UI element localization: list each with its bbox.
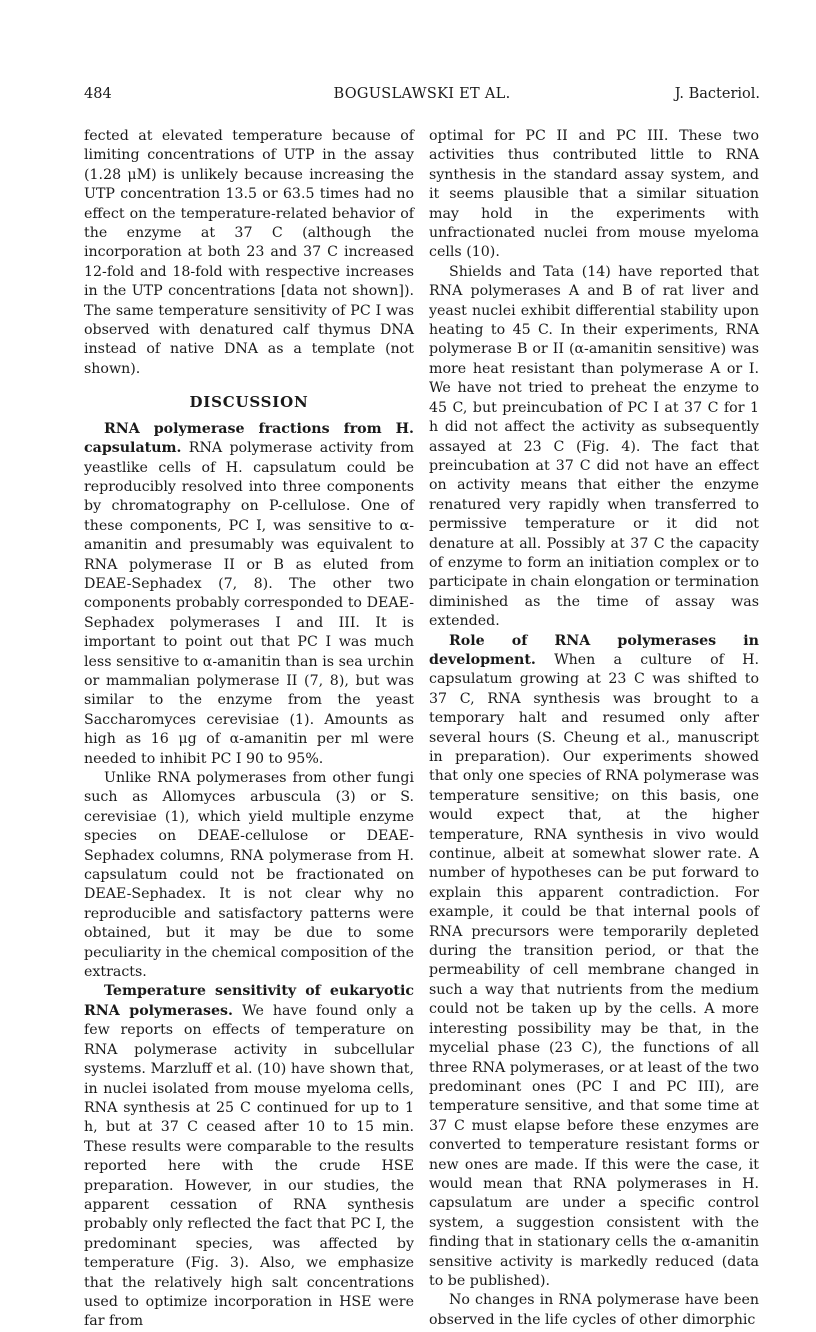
section-heading-discussion: DISCUSSION [189, 393, 309, 412]
running-authors: BOGUSLAWSKI ET AL. [333, 86, 511, 102]
paragraph: No changes in RNA polymerase have been observed in the life cycles of other dimorphic [429, 1292, 759, 1328]
paragraph [429, 632, 759, 1292]
paragraph: Shields and Tata (14) have reported that RNA polymerases A and B of rat liver and yeast nuclei exhibit differential stability upon heating to 45 C. In their experiments, RNA polymerase B or II (α-amanitin sensitive) was more heat resistant than polymerase A or I. We have not tried to preheat the enzyme to 45 C, but preincubation of PC I at 37 C for 1 h did not affect the activity as subsequently assayed at 23 C (Fig. 4). The fact that preincubation at 37 C did not have an effect on activity means that either the enzyme renatured very rapidly when transferred to permissive temperature or it did not denature at all. Possibly at 37 C the capacity of enzyme to form an initiation complex or to participate in chain elongation or termination diminished as the time of assay was extended. [429, 263, 759, 630]
subsection-heading: Temperature sensitivity of eukaryotic RNA polymerases. [84, 983, 414, 1019]
subsection-text: RNA polymerase activity from yeastlike cells of H. capsulatum could be reproducibly resolved into three components by chromatography on P-cellulose. One of these components, PC I, was sensitive to α-amanitin and presumably was equivalent to RNA polymerase II or B as eluted from DEAE-Sephadex (7, 8). The other two components probably corresponded to DEAE-Sephadex polymerases I and III. It is important to point out that PC I was much less sensitive to α-amanitin than is sea urchin or mammalian polymerase II (7, 8), but was similar to the enzyme from the yeast Saccharomyces cerevisiae (1). Amounts as high as 16 μg of α-amanitin per ml were needed to inhibit PC I 90 to 95%. [84, 440, 414, 767]
paragraph [84, 982, 414, 1331]
subsection-text: When a culture of H. capsulatum growing at 23 C was shifted to 37 C, RNA synthesis was brought to a temporary halt and resumed only after several hours (S. Cheung et al., manuscript in preparation). Our experiments showed that only one species of RNA polymerase was temperature sensitive; on this basis, one would expect that, at the higher temperature, RNA synthesis in vivo would continue, albeit at somewhat slower rate. A number of hypotheses can be put forward to explain this apparent contradiction. For example, it could be that internal pools of RNA precursors were temporarily depleted during the transition period, or that the permeability of cell membrane changed in such a way that nutrients from the medium could not be taken up by the cells. A more interesting possibility may be that, in the mycelial phase (23 C), the functions of all three RNA polymerases, or at least of the two predominant ones (PC I and PC III), are temperature sensitive, and that some time at 37 C must elapse before these enzymes are converted to temperature resistant forms or new ones are made. If this were the case, it would mean that RNA polymerases in H. capsulatum are under a specific control system, a suggestion consistent with the finding that in stationary cells the α-amanitin sensitive activity is markedly reduced (data to be published). [429, 651, 759, 1289]
journal-name: J. Bacteriol. [674, 86, 760, 102]
left-column [84, 127, 414, 1332]
page-number: 484 [84, 86, 112, 102]
paragraph: Unlike RNA polymerases from other fungi such as Allomyces arbuscula (3) or S. cerevisiae (1), which yield multiple enzyme species on DEAE-cellulose or DEAE-Sephadex columns, RNA polymerase from H. capsulatum could not be fractionated on DEAE-Sephadex. It is not clear why no reproducible and satisfactory patterns were obtained, but it may be due to some peculiarity in the chemical composition of the extracts. [84, 770, 414, 981]
subsection-heading: Role of RNA polymerases in development. [429, 632, 759, 668]
paragraph: fected at elevated temperature because of limiting concentrations of UTP in the assay (1.28 μM) is unlikely because increasing the UTP concentration 13.5 or 63.5 times had no effect on the temperature-related behavior of the enzyme at 37 C (although the incorporation at both 23 and 37 C increased 12-fold and 18-fold with respective increases in the UTP concentrations [data not shown]). The same temperature sensitivity of PC I was observed with denatured calf thymus DNA instead of native DNA as a template (not shown). [84, 128, 414, 377]
paragraph: optimal for PC II and PC III. These two activities thus contributed little to RNA synthesis in the standard assay system, and it seems plausible that a similar situation may hold in the experiments with unfractionated nuclei from mouse myeloma cells (10). [429, 128, 759, 261]
subsection-heading: RNA polymerase fractions from H. capsulatum. [84, 420, 414, 457]
subsection-text: We have found only a few reports on effects of temperature on RNA polymerase activity in subcellular systems. Marzluff et al. (10) have shown that, in nuclei isolated from mouse myeloma cells, RNA synthesis at 25 C continued for up to 1 h, but at 37 C ceased after 10 to 15 min. These results were comparable to the results reported here with the crude HSE preparation. However, in our studies, the apparent cessation of RNA synthesis probably only reflected the fact that PC I, the predominant species, was affected by temperature (Fig. 3). Also, we emphasize that the relatively high salt concentrations used to optimize incorporation in HSE were far from [84, 1002, 414, 1330]
running-header [84, 86, 760, 108]
right-column [429, 127, 759, 1330]
paragraph [84, 420, 414, 769]
